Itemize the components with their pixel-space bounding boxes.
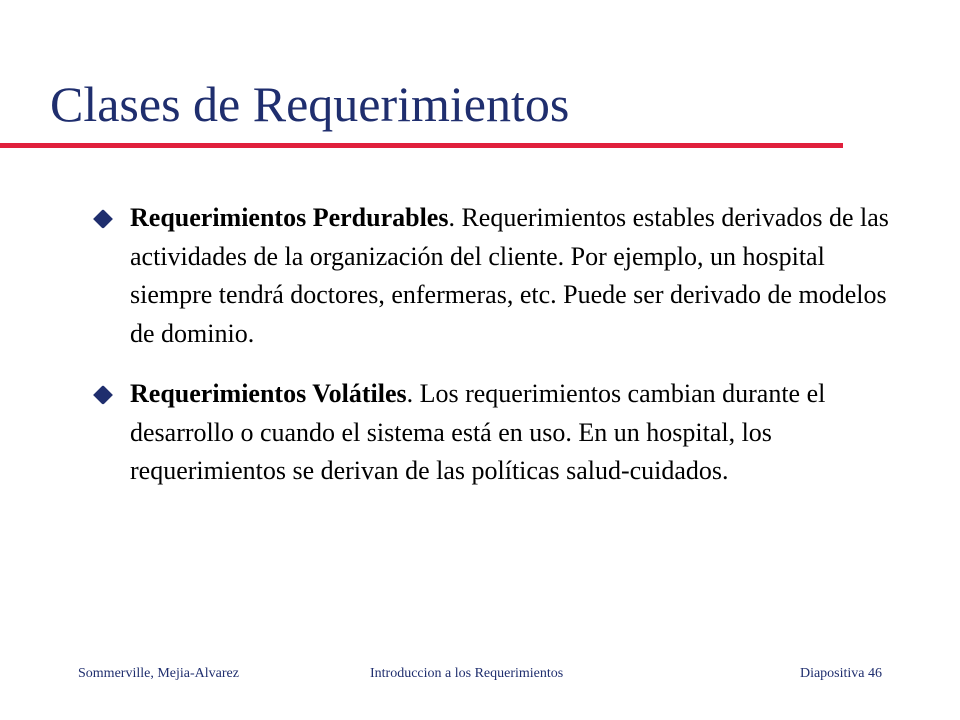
bullet-text: . Requerimientos estables derivados de las actividades de la organización del cliente. Por ejemplo, un hospital siempre tendrá doctores, enfermeras, etc. Puede ser derivado de modelos de dominio. [130, 203, 889, 348]
bullet-term: Requerimientos Perdurables [130, 203, 449, 232]
diamond-bullet-icon [93, 209, 113, 229]
footer-course: Introduccion a los Requerimientos [370, 666, 564, 681]
bullet-list [96, 199, 896, 513]
title-underline [0, 143, 843, 148]
bullet-item-volatiles [96, 375, 896, 491]
footer-slide-number: Diapositiva 46 [799, 666, 882, 681]
footer-authors: Sommerville, Mejia-Alvarez [78, 666, 239, 681]
bullet-term: Requerimientos Volátiles [130, 379, 407, 408]
bullet-text: . Los requerimientos cambian durante el desarrollo o cuando el sistema está en uso. En un hospital, los requerimientos se derivan de las políticas salud-cuidados. [130, 379, 826, 485]
slide-title: Clases de Requerimientos [50, 76, 570, 132]
bullet-item-perdurables [96, 199, 896, 353]
diamond-bullet-icon [93, 385, 113, 405]
